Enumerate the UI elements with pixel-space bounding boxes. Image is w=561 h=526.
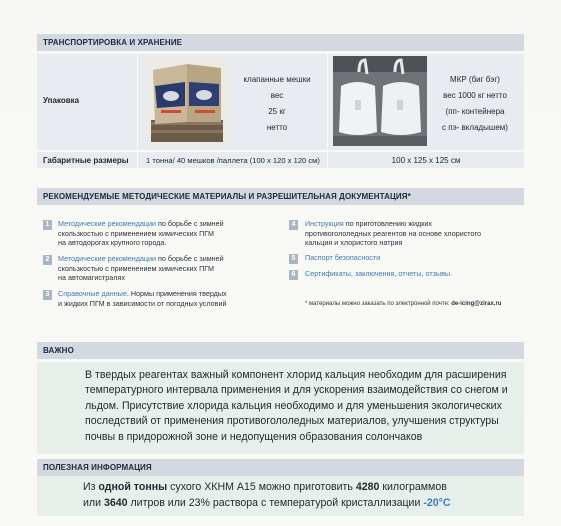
doc-item-4-link[interactable]: Инструкция bbox=[305, 219, 344, 228]
useful-box bbox=[37, 476, 524, 516]
doc-num-1: 1 bbox=[43, 220, 52, 230]
bags-line1: клапанные мешки bbox=[243, 75, 311, 84]
dims-label: Габаритные размеры bbox=[43, 156, 129, 165]
important-text: В твердых реагентах важный компонент хлорид кальция необходим для расширения температурного интервала применения и для ускорения взаимодействия со снегом и льдом. Присутствие хлорида кальция необходимо и для уменьшения экологических последствий от применения противогололедных материалов, улучшения структуры почвы в придорожной зоне и недопущения образования солончаков bbox=[85, 369, 508, 443]
useful-heading: ПОЛЕЗНАЯ ИНФОРМАЦИЯ bbox=[37, 459, 524, 476]
bigbag-image bbox=[333, 56, 427, 146]
bags-line2: вес bbox=[270, 91, 284, 100]
temperature-value: -20°C bbox=[423, 497, 451, 509]
doc-item-1-link[interactable]: Методические рекомендации bbox=[58, 219, 157, 228]
useful-text: Из одной тонны сухого ХКНМ А15 можно приготовить 4280 килограммов или 3640 литров или 23% раствора с температурой кристаллизации -20°C bbox=[83, 481, 451, 509]
doc-num-4: 4 bbox=[289, 220, 298, 230]
doc-item-3-link[interactable]: Справочные данные bbox=[58, 289, 127, 298]
bigbag-line4: с пэ- вкладышем) bbox=[442, 123, 508, 132]
bags-image bbox=[147, 56, 227, 146]
bags-line3: 25 кг bbox=[268, 107, 286, 116]
doc-num-3: 3 bbox=[43, 290, 52, 300]
doc-item-6-link[interactable]: Сертификаты, заключения, отчеты, отзывы. bbox=[305, 269, 453, 278]
important-heading: ВАЖНО bbox=[37, 342, 524, 359]
docs-note: * материалы можно заказать по электронной почте: de-icing@zirax.ru bbox=[305, 301, 502, 307]
doc-num-2: 2 bbox=[43, 255, 52, 265]
bigbag-line2: вес 1000 кг нетто bbox=[443, 91, 507, 100]
doc-item-5 bbox=[305, 253, 520, 263]
doc-item-1: Методические рекомендации по борьбе с зимней скользкостью с применением химических ПГМ на автодорогах крупного города. bbox=[58, 219, 224, 248]
doc-num-5: 5 bbox=[289, 254, 298, 264]
transport-heading: ТРАНСПОРТИРОВКА И ХРАНЕНИЕ bbox=[37, 34, 524, 51]
important-box bbox=[37, 362, 524, 454]
doc-item-3: Справочные данные. Нормы применения твердых и жидких ПГМ в зависимости от погодных условий bbox=[58, 289, 227, 308]
bigbag-line1: МКР (биг бэг) bbox=[450, 75, 500, 84]
doc-item-6 bbox=[305, 269, 520, 279]
doc-num-6: 6 bbox=[289, 270, 298, 280]
packaging-row bbox=[37, 54, 524, 150]
packaging-label: Упаковка bbox=[43, 96, 80, 105]
doc-item-5-link[interactable]: Паспорт безопасности bbox=[305, 253, 381, 262]
doc-item-4: Инструкция по приготовлению жидких противогололедных реагентов на основе хлористого кальция и хлористого натрия bbox=[305, 219, 481, 248]
bags-line4: нетто bbox=[266, 123, 288, 132]
email-link[interactable]: de-icing@zirax.ru bbox=[451, 301, 502, 307]
docs-heading: РЕКОМЕНДУЕМЫЕ МЕТОДИЧЕСКИЕ МАТЕРИАЛЫ И РАЗРЕШИТЕЛЬНАЯ ДОКУМЕНТАЦИЯ* bbox=[37, 188, 524, 205]
doc-item-2: Методические рекомендации по борьбе с зимней скользкостью с применением химических ПГМ на автомагистралях bbox=[58, 254, 224, 283]
dims-bags: 1 тонна/ 40 мешков /паллета (100 х 120 х 120 см) bbox=[146, 156, 320, 165]
dims-bigbag: 100 х 125 х 125 см bbox=[391, 156, 461, 165]
bags-description bbox=[229, 72, 325, 136]
bigbag-line3: (пп- контейнера bbox=[445, 107, 505, 116]
dimensions-row bbox=[37, 152, 524, 168]
doc-item-2-link[interactable]: Методические рекомендации bbox=[58, 254, 157, 263]
bigbag-description bbox=[429, 72, 521, 136]
